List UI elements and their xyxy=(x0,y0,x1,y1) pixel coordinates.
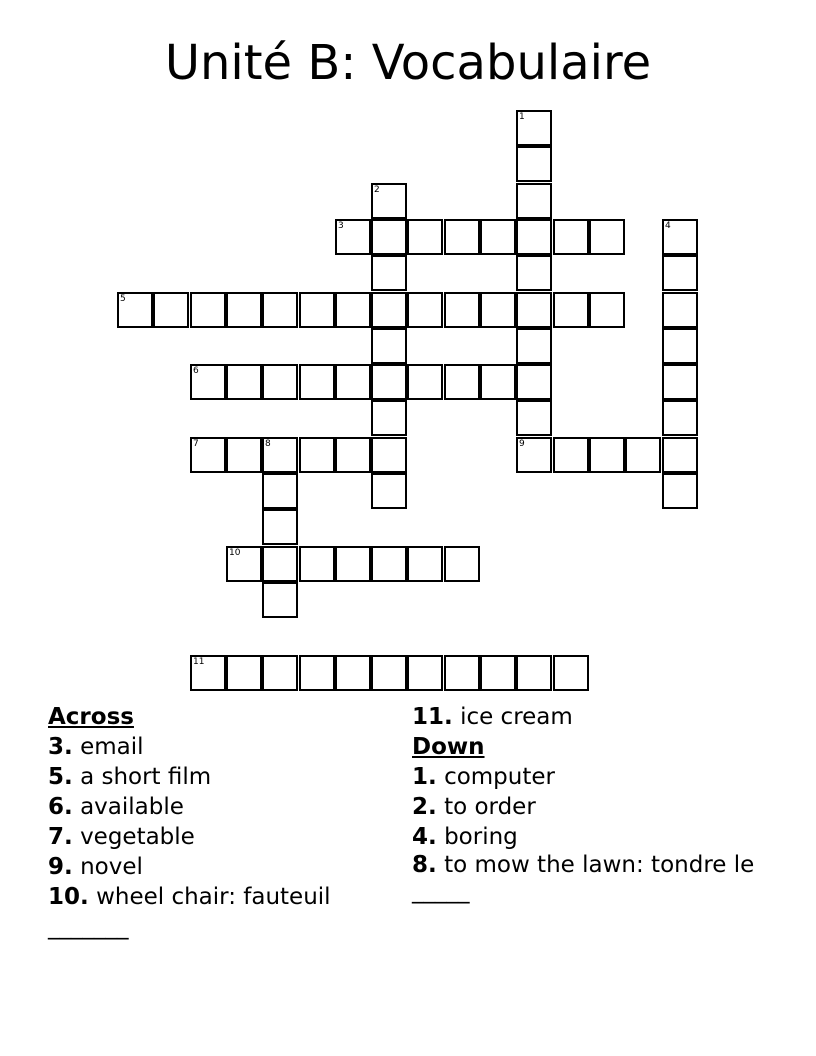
cell-number: 8 xyxy=(265,439,271,449)
crossword-cell[interactable] xyxy=(407,655,443,691)
clue-text: a short film xyxy=(80,764,212,790)
crossword-cell[interactable] xyxy=(480,364,516,400)
across-clue xyxy=(48,762,398,792)
crossword-cell[interactable] xyxy=(262,292,298,328)
crossword-cell[interactable] xyxy=(662,292,698,328)
crossword-cell[interactable] xyxy=(480,655,516,691)
crossword-cell[interactable] xyxy=(226,437,262,473)
clue-text: vegetable xyxy=(80,824,195,850)
crossword-cell[interactable] xyxy=(190,437,226,473)
crossword-cell[interactable] xyxy=(553,437,589,473)
crossword-cell[interactable] xyxy=(371,219,407,255)
cell-number: 3 xyxy=(338,221,344,231)
crossword-cell[interactable] xyxy=(589,219,625,255)
across-clue xyxy=(412,702,772,732)
crossword-cell[interactable] xyxy=(226,364,262,400)
cell-number: 7 xyxy=(193,439,199,449)
crossword-cell[interactable] xyxy=(371,400,407,436)
crossword-cell[interactable] xyxy=(407,219,443,255)
crossword-cell[interactable] xyxy=(662,219,698,255)
crossword-cell[interactable] xyxy=(444,546,480,582)
clues-right-column xyxy=(412,702,772,904)
crossword-cell[interactable] xyxy=(625,437,661,473)
cell-number: 4 xyxy=(665,221,671,231)
crossword-cell[interactable] xyxy=(516,655,552,691)
crossword-cell[interactable] xyxy=(444,364,480,400)
crossword-cell[interactable] xyxy=(299,546,335,582)
clue-number: 5. xyxy=(48,764,73,790)
crossword-cell[interactable] xyxy=(662,473,698,509)
crossword-cell[interactable] xyxy=(407,546,443,582)
clue-text: to order xyxy=(444,794,536,820)
clue-number: 10. xyxy=(48,884,89,910)
cell-number: 11 xyxy=(193,657,205,667)
crossword-cell[interactable] xyxy=(226,292,262,328)
crossword-cell[interactable] xyxy=(553,655,589,691)
crossword-cell[interactable] xyxy=(371,437,407,473)
clue-number: 4. xyxy=(412,824,437,850)
crossword-cell[interactable] xyxy=(407,292,443,328)
crossword-cell[interactable] xyxy=(407,364,443,400)
crossword-cell[interactable] xyxy=(335,292,371,328)
clue-number: 8. xyxy=(412,852,437,878)
crossword-cell[interactable] xyxy=(553,292,589,328)
crossword-cell[interactable] xyxy=(262,473,298,509)
crossword-cell[interactable] xyxy=(553,219,589,255)
cell-number: 9 xyxy=(519,439,525,449)
crossword-cell[interactable] xyxy=(662,255,698,291)
crossword-cell[interactable] xyxy=(262,546,298,582)
crossword-cell[interactable] xyxy=(662,328,698,364)
clue-text: to mow the lawn: tondre le _____ xyxy=(412,852,755,904)
clue-text: available xyxy=(80,794,184,820)
across-clue xyxy=(48,852,398,882)
clue-text: boring xyxy=(444,824,518,850)
down-clue xyxy=(412,852,772,904)
across-heading: Across xyxy=(48,704,134,730)
across-clue xyxy=(48,732,398,762)
crossword-cell[interactable] xyxy=(516,219,552,255)
clue-number: 11. xyxy=(412,704,453,730)
across-clue xyxy=(48,792,398,822)
cell-number: 1 xyxy=(519,112,525,122)
crossword-cell[interactable] xyxy=(480,292,516,328)
clue-number: 6. xyxy=(48,794,73,820)
cell-number: 2 xyxy=(374,185,380,195)
crossword-cell[interactable] xyxy=(516,437,552,473)
clues-left-column xyxy=(48,702,398,942)
crossword-cell[interactable] xyxy=(516,110,552,146)
crossword-cell[interactable] xyxy=(335,655,371,691)
crossword-cell[interactable] xyxy=(444,292,480,328)
crossword-cell[interactable] xyxy=(662,400,698,436)
crossword-cell[interactable] xyxy=(371,364,407,400)
crossword-cell[interactable] xyxy=(371,655,407,691)
crossword-cell[interactable] xyxy=(516,255,552,291)
crossword-cell[interactable] xyxy=(371,546,407,582)
clue-number: 9. xyxy=(48,854,73,880)
crossword-cell[interactable] xyxy=(226,655,262,691)
crossword-cell[interactable] xyxy=(299,292,335,328)
crossword-cell[interactable] xyxy=(299,437,335,473)
crossword-cell[interactable] xyxy=(262,437,298,473)
across-clue xyxy=(48,822,398,852)
crossword-cell[interactable] xyxy=(516,400,552,436)
clue-text: novel xyxy=(80,854,143,880)
crossword-cell[interactable] xyxy=(190,364,226,400)
cell-number: 6 xyxy=(193,366,199,376)
clue-number: 2. xyxy=(412,794,437,820)
crossword-cell[interactable] xyxy=(117,292,153,328)
down-clue xyxy=(412,822,772,852)
crossword-cell[interactable] xyxy=(190,655,226,691)
crossword-cell[interactable] xyxy=(371,292,407,328)
crossword-cell[interactable] xyxy=(516,146,552,182)
crossword-cell[interactable] xyxy=(335,546,371,582)
crossword-cell[interactable] xyxy=(480,219,516,255)
clue-text: computer xyxy=(444,764,555,790)
crossword-cell[interactable] xyxy=(262,655,298,691)
crossword-cell[interactable] xyxy=(226,546,262,582)
crossword-cell[interactable] xyxy=(444,219,480,255)
crossword-cell[interactable] xyxy=(589,292,625,328)
clue-number: 3. xyxy=(48,734,73,760)
cell-number: 5 xyxy=(120,294,126,304)
crossword-cell[interactable] xyxy=(262,364,298,400)
crossword-cell[interactable] xyxy=(335,437,371,473)
crossword-cell[interactable] xyxy=(516,364,552,400)
crossword-cell[interactable] xyxy=(262,509,298,545)
clue-number: 1. xyxy=(412,764,437,790)
crossword-cell[interactable] xyxy=(371,473,407,509)
page-title: Unité B: Vocabulaire xyxy=(164,35,652,91)
clue-number: 7. xyxy=(48,824,73,850)
crossword-cell[interactable] xyxy=(153,292,189,328)
clue-text: ice cream xyxy=(460,704,573,730)
crossword-cell[interactable] xyxy=(262,582,298,618)
crossword-cell[interactable] xyxy=(516,183,552,219)
crossword-cell[interactable] xyxy=(371,255,407,291)
crossword-cell[interactable] xyxy=(516,292,552,328)
crossword-cell[interactable] xyxy=(299,364,335,400)
crossword-cell[interactable] xyxy=(516,328,552,364)
down-clue xyxy=(412,792,772,822)
down-clue xyxy=(412,762,772,792)
crossword-cell[interactable] xyxy=(662,364,698,400)
cell-number: 10 xyxy=(229,548,241,558)
crossword-cell[interactable] xyxy=(335,364,371,400)
down-heading: Down xyxy=(412,734,485,760)
crossword-cell[interactable] xyxy=(444,655,480,691)
crossword-cell[interactable] xyxy=(299,655,335,691)
clue-text: email xyxy=(80,734,144,760)
crossword-cell[interactable] xyxy=(371,328,407,364)
crossword-cell[interactable] xyxy=(190,292,226,328)
clue-text: wheel chair: fauteuil _______ xyxy=(48,884,331,940)
across-clue xyxy=(48,882,398,942)
crossword-cell[interactable] xyxy=(371,183,407,219)
crossword-cell[interactable] xyxy=(662,437,698,473)
crossword-cell[interactable] xyxy=(589,437,625,473)
crossword-cell[interactable] xyxy=(335,219,371,255)
